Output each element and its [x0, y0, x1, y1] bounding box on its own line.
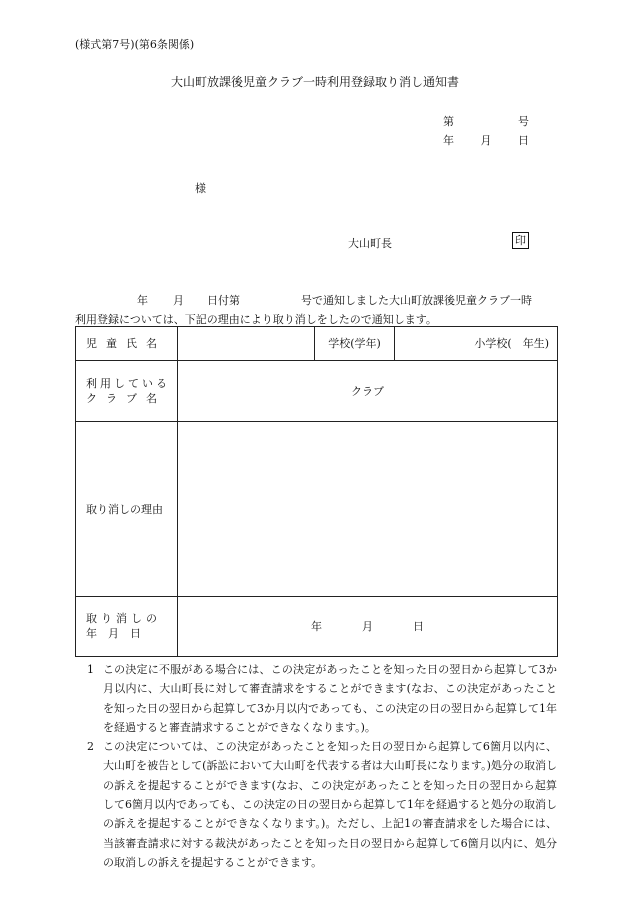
- cancellation-date-label-line-1: 取り消しの: [86, 612, 161, 626]
- child-name-label: 児童氏名: [76, 327, 178, 361]
- sender-name: 大山町長: [348, 237, 392, 250]
- club-name-field[interactable]: クラブ: [178, 360, 558, 421]
- intro-month: 月: [173, 294, 184, 307]
- note-item: [75, 660, 557, 737]
- intro-year: 年: [137, 294, 148, 307]
- child-name-field[interactable]: [178, 327, 315, 361]
- intro-text-1: 号で通知しました大山町放課後児童クラブ一時: [301, 294, 532, 307]
- intro-line-2: 利用登録については、下記の理由により取り消しをしたので通知します。: [75, 313, 437, 326]
- cancellation-date-day: 日: [413, 620, 424, 634]
- document-number-line: [443, 113, 529, 129]
- document-number-prefix: 第: [443, 115, 454, 128]
- document-title: 大山町放課後児童クラブ一時利用登録取り消し通知書: [170, 75, 459, 89]
- cancellation-reason-field[interactable]: [178, 422, 558, 596]
- note-item: [75, 737, 557, 872]
- document-date-line: [443, 132, 529, 148]
- document-date-month: 月: [480, 134, 492, 147]
- cancellation-date-field[interactable]: [178, 596, 558, 656]
- cancellation-date-month: 月: [362, 620, 373, 634]
- school-field[interactable]: 小学校( 年生): [395, 327, 558, 361]
- cancellation-date-label: [76, 596, 178, 656]
- cancellation-date-label-line-2: 年 月 日: [86, 627, 141, 641]
- note-number: 1: [87, 663, 94, 676]
- cancellation-form-table: [75, 326, 558, 657]
- note-text: この決定に不服がある場合には、この決定があったことを知った日の翌日から起算して3か月以内に、大山町長に対して審査請求をすることができます(なお、この決定があったことを知った日の翌日から起算して3か月以内であっても、この決定の日の翌日から起算して1年を経過すると審査請求することができなくなります。)。: [103, 663, 557, 734]
- school-label: 学校(学年): [315, 327, 395, 361]
- document-number-suffix: 号: [518, 115, 529, 128]
- cancellation-reason-label: 取り消しの理由: [76, 422, 178, 596]
- seal-stamp: 印: [512, 232, 529, 249]
- club-name-label-line-1: 利用している: [86, 377, 170, 391]
- note-text: この決定については、この決定があったことを知った日の翌日から起算して6箇月以内に、大山町を被告として(訴訟において大山町を代表する者は大山町長になります。)処分の取消しの訴えを提起することができます(なお、この決定があったことを知った日の翌日から起算して6箇月以内であっても、この決定の日の翌日から起算して1年を経過すると処分の取消しの訴えを提起することができなくなります。)。ただし、上記1の審査請求をした場合には、当該審査請求に対する裁決があったことを知った日の翌日から起算して6箇月以内に、処分の取消しの訴えを提起することができます。: [103, 740, 557, 869]
- notes-section: [75, 660, 557, 872]
- cancellation-date-year: 年: [311, 620, 322, 634]
- addressee-honorific: 様: [195, 182, 206, 195]
- document-date-day: 日: [518, 134, 529, 147]
- club-name-label: [76, 360, 178, 421]
- form-number: (様式第7号)(第6条関係): [75, 38, 195, 51]
- club-name-label-line-2: クラブ名: [86, 392, 166, 406]
- intro-day-ref: 日付第: [207, 294, 240, 307]
- note-number: 2: [87, 740, 94, 754]
- document-date-year: 年: [443, 134, 454, 147]
